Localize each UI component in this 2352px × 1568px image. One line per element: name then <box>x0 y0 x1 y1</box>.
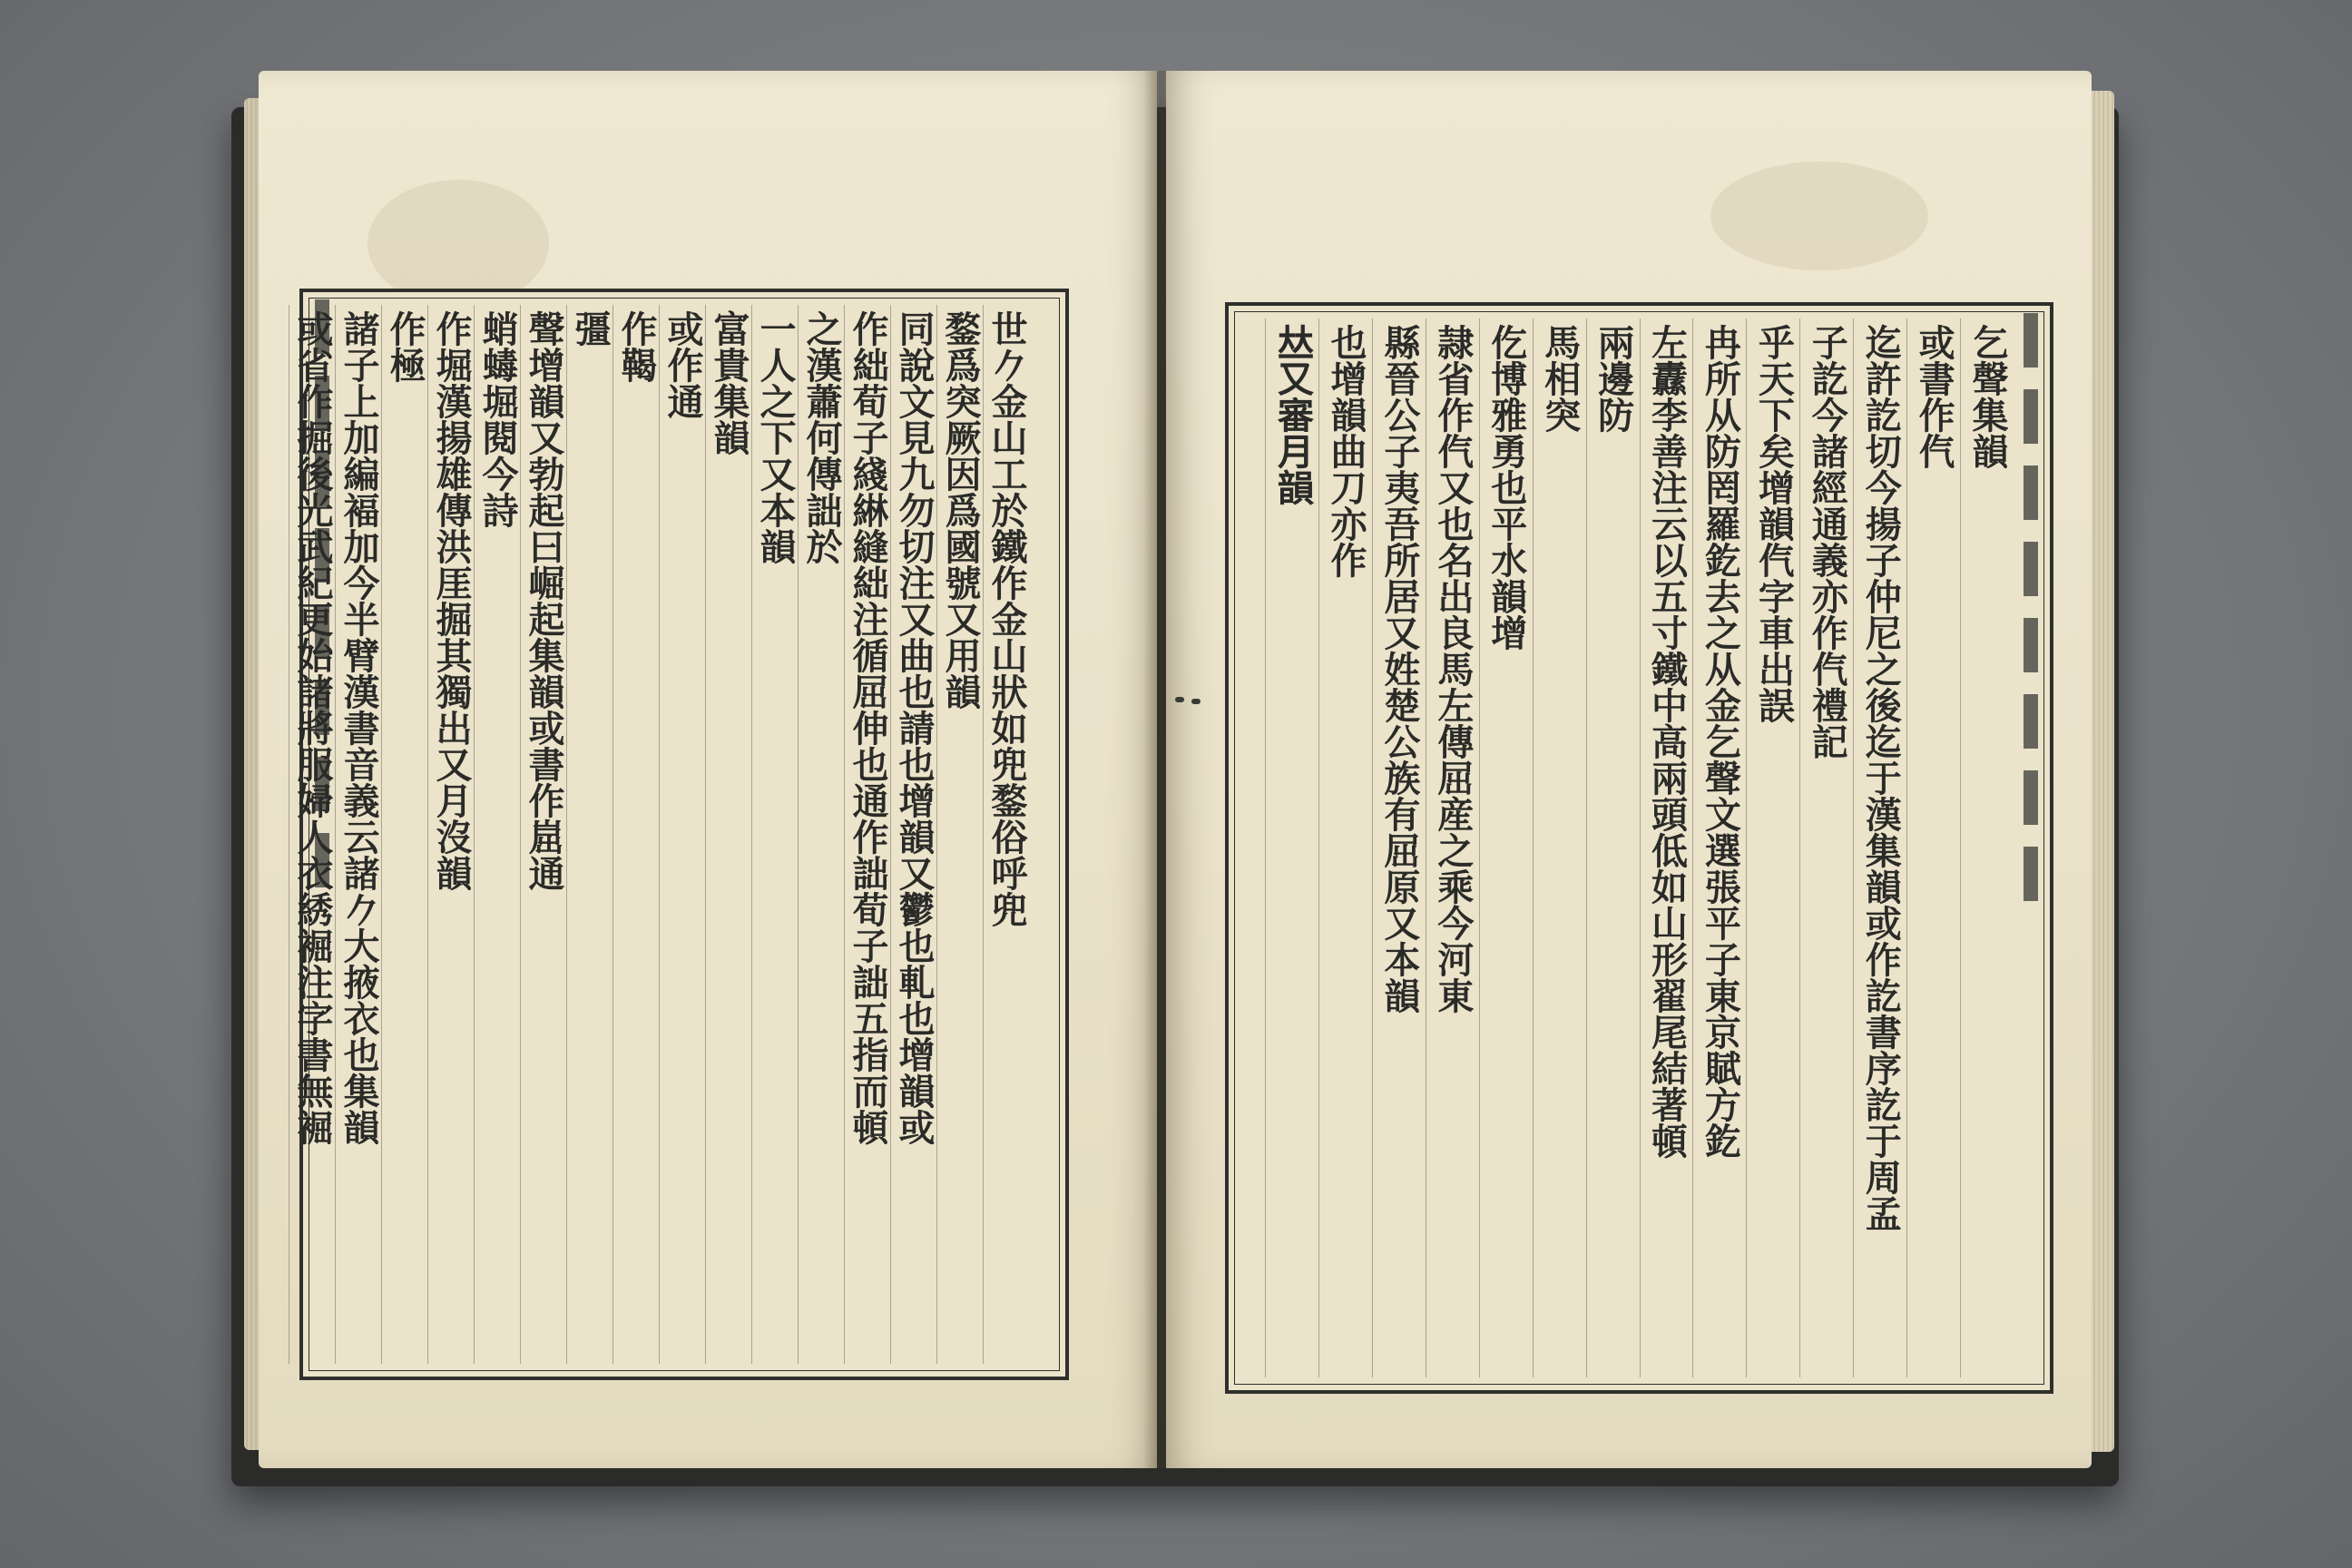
left-column <box>381 305 427 1364</box>
left-column-text: 彊 <box>569 310 612 347</box>
right-column <box>1799 318 1853 1377</box>
right-column <box>1692 318 1746 1377</box>
left-column-text: 聲增韻又勃起曰崛起集韻或書作崫通 <box>523 310 565 891</box>
left-column-text: 之漢蕭何傳詘於 <box>800 310 843 564</box>
right-column <box>1586 318 1640 1377</box>
right-column-text: 乎天下矣增韻㐹字車出誤 <box>1752 324 1796 723</box>
left-column-text: 作鞨 <box>615 310 658 383</box>
left-column-text: 世𠂊金山工於鐵作金山狀如兜鍪俗呼兜 <box>985 310 1028 927</box>
left-column <box>751 305 798 1364</box>
left-column-text: 作堀漢揚雄傳洪厓掘其獨出又月沒韻 <box>430 310 473 891</box>
right-column <box>1533 318 1586 1377</box>
right-column <box>1318 318 1372 1377</box>
left-column <box>659 305 705 1364</box>
left-text-columns <box>291 305 1029 1364</box>
left-column <box>520 305 566 1364</box>
right-column-text: 乞聲集韻 <box>1966 324 2010 469</box>
left-column <box>566 305 612 1364</box>
right-column-text: 𠀤又審月韻 <box>1271 324 1315 505</box>
left-column-text: 作絀荀子綫綝縫絀注循屈伸也通作詘荀子詘五指而頓 <box>847 310 889 1145</box>
left-column-text: 作極 <box>384 310 426 383</box>
right-text-columns <box>1265 318 2014 1377</box>
left-print-block <box>291 289 1069 1380</box>
right-column-text: 馬相突 <box>1538 324 1582 433</box>
right-column-text: 或書作㐹 <box>1913 324 1956 469</box>
left-column <box>890 305 936 1364</box>
right-page <box>1166 71 2092 1468</box>
left-column <box>983 305 1029 1364</box>
right-column-text: 縣晉公子夷吾所居又姓楚公族有屈原又本韻 <box>1377 324 1421 1014</box>
left-column <box>335 305 381 1364</box>
left-column-text: 同說文見九勿切注又曲也請也增韻又鬱也軋也增韻或 <box>893 310 936 1145</box>
right-column <box>1265 318 1318 1377</box>
right-column <box>1479 318 1533 1377</box>
left-column-text: 富貴集韻 <box>708 310 750 456</box>
left-column <box>427 305 474 1364</box>
right-column <box>1372 318 1426 1377</box>
paper-stain <box>368 180 549 307</box>
right-column-text: 左纛李善注云以五寸鐵中高兩頭低如山形翟尾結著頓 <box>1645 324 1689 1159</box>
right-column <box>1746 318 1799 1377</box>
right-column-text: 仡博雅勇也平水韻增 <box>1485 324 1528 651</box>
right-column-text: 迄許訖切今揚子仲尼之後迄于漢集韻或作訖書序訖于周孟 <box>1859 324 1903 1231</box>
right-column <box>1640 318 1693 1377</box>
right-column <box>1960 318 2014 1377</box>
left-column-text: 或省作掘後光武紀更始諸將服婦人衣綉䘿注字書無䘿 <box>291 310 334 1145</box>
left-page <box>259 71 1157 1468</box>
right-column <box>1426 318 1479 1377</box>
right-print-block <box>1225 302 2053 1394</box>
left-column <box>798 305 844 1364</box>
left-column <box>705 305 751 1364</box>
left-column-text: 或作通 <box>662 310 704 419</box>
binding-hole <box>1191 699 1200 704</box>
right-margin-strip <box>2019 313 2043 1383</box>
left-column <box>936 305 983 1364</box>
left-column-text: 一人之下又本韻 <box>754 310 797 564</box>
right-column-text: 子訖今諸經通義亦作㐹禮記 <box>1806 324 1849 760</box>
open-book <box>231 71 2119 1486</box>
binding-hole <box>1175 697 1184 702</box>
left-column <box>474 305 520 1364</box>
left-column <box>612 305 659 1364</box>
paper-stain <box>1710 162 1928 270</box>
left-column <box>289 305 335 1364</box>
left-column-text: 蛸蝳堀閱今詩 <box>476 310 519 528</box>
right-column-text: 也增韻曲刀亦作 <box>1324 324 1367 578</box>
right-column-text: 隷省作㐹又也名出良馬左傳屈産之乘今河東 <box>1431 324 1475 1014</box>
left-column-text: 諸子上加編褔加今半臂漢書音義云諸𠂊大掖衣也集韻 <box>338 310 380 1145</box>
right-column <box>1853 318 1906 1377</box>
right-column-text: 兩邊防 <box>1592 324 1635 433</box>
left-column <box>844 305 890 1364</box>
left-column-text: 鍪爲突厥因爲國號又用韻 <box>939 310 982 710</box>
right-column-text: 冉所从防罔羅釳去之从金乞聲文選張平子東京賦方釳 <box>1699 324 1742 1159</box>
right-column <box>1906 318 1960 1377</box>
